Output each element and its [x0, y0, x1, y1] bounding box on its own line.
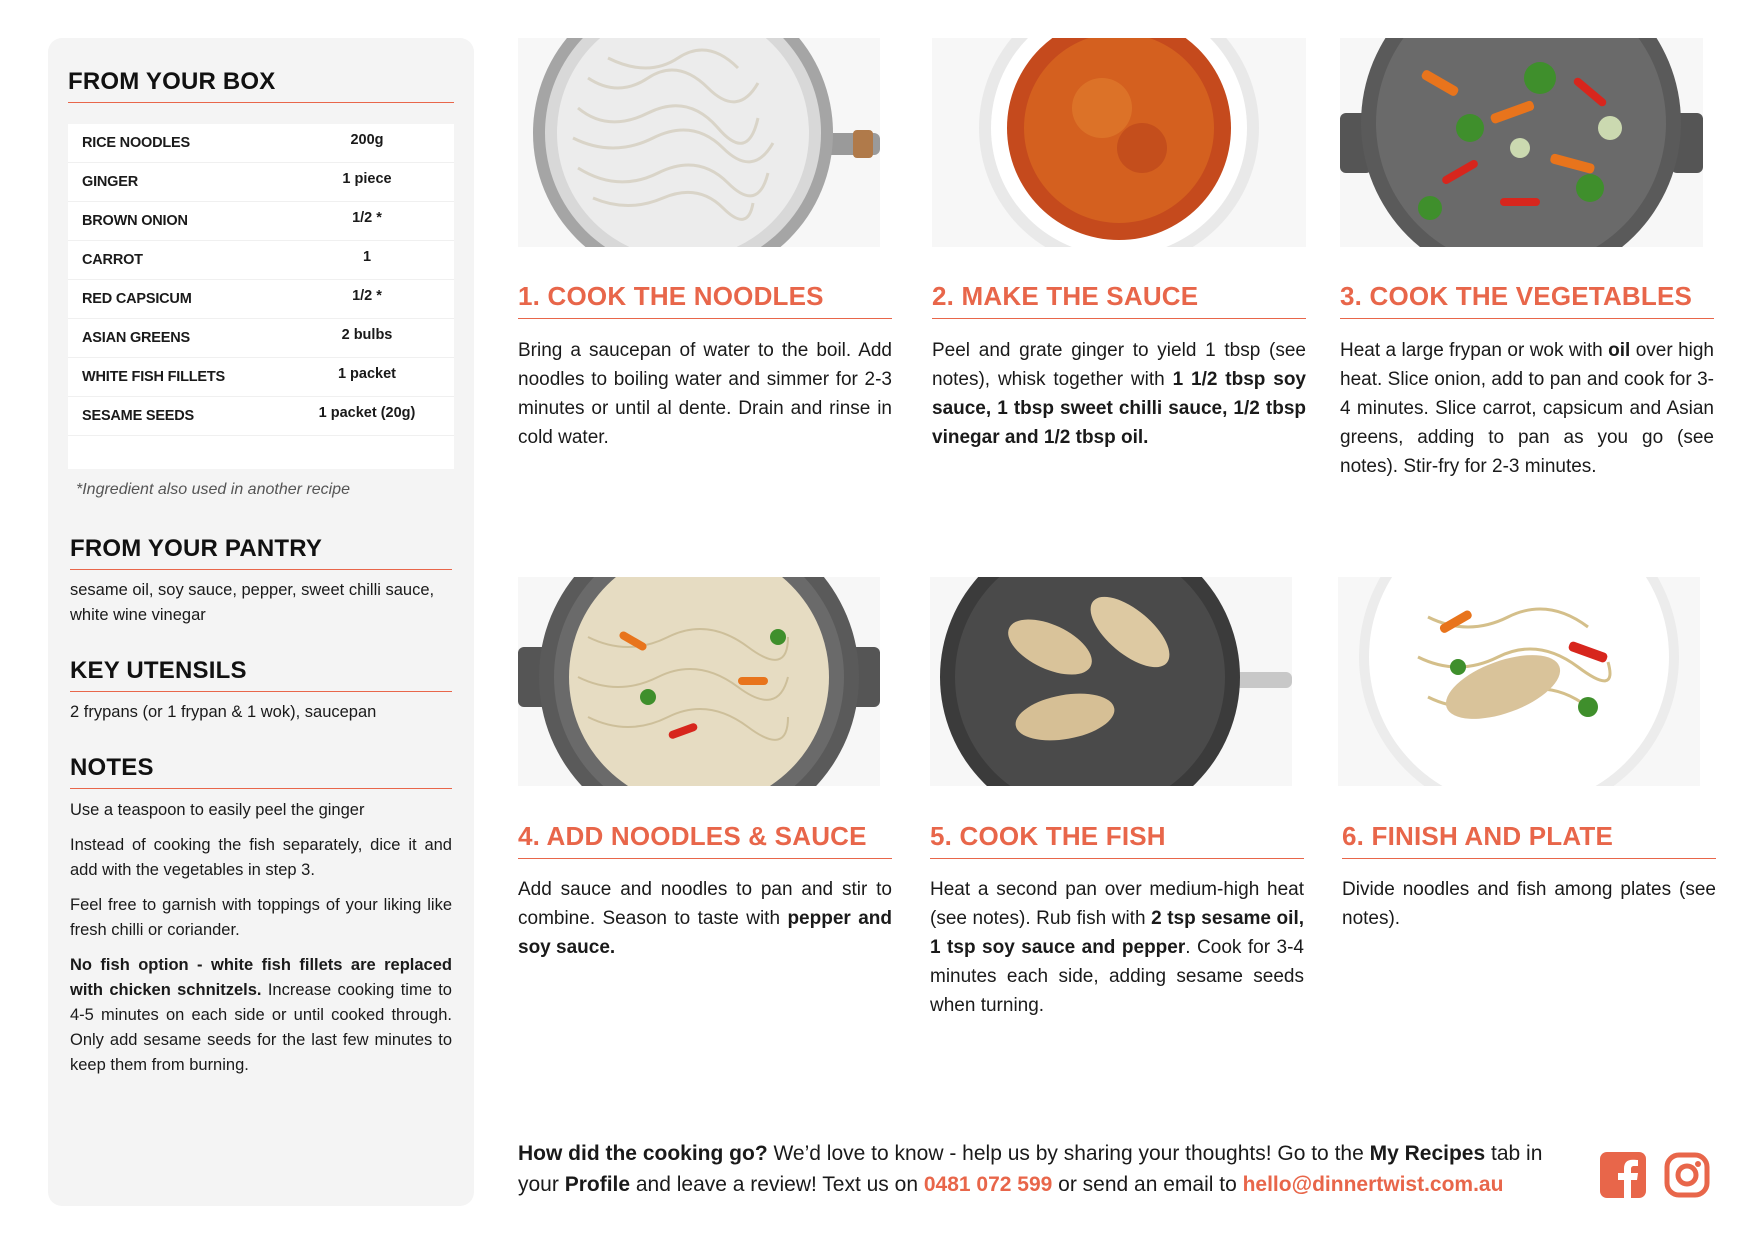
step-3-text: Heat a large frypan or wok with: [1340, 340, 1609, 361]
facebook-icon[interactable]: [1600, 1152, 1646, 1203]
ingredient-qty: 200g: [350, 132, 384, 148]
ingredient-qty: 1: [362, 249, 372, 265]
ingredient-row: [68, 280, 454, 319]
instagram-icon[interactable]: [1664, 1152, 1710, 1203]
ingredient-row: [68, 163, 454, 202]
notes-title: NOTES: [70, 754, 452, 789]
step-5-title: 5. COOK THE FISH: [930, 821, 1304, 859]
plated-dish-photo: [1338, 577, 1700, 786]
footer-text-2: tab in your: [518, 1142, 1543, 1196]
ingredient-qty: 1 piece: [342, 171, 392, 187]
ingredients-table: [68, 124, 454, 469]
note-4: [70, 953, 452, 1078]
sauce-bowl-photo: [932, 38, 1306, 247]
email-link[interactable]: hello@dinnertwist.com.au: [1242, 1173, 1504, 1196]
ingredient-name: BROWN ONION: [82, 213, 188, 229]
footer-text-4: or send an email to: [1052, 1173, 1243, 1196]
footer-text-3: and leave a review! Text us on: [630, 1173, 924, 1196]
pantry-title: FROM YOUR PANTRY: [70, 535, 452, 570]
utensils-title: KEY UTENSILS: [70, 657, 452, 692]
step-2-body: [932, 336, 1306, 452]
step-6-body: [1342, 875, 1716, 933]
ingredient-name: RED CAPSICUM: [82, 291, 192, 307]
ingredient-qty: 1/2 *: [352, 210, 382, 226]
profile-link[interactable]: Profile: [564, 1173, 631, 1196]
ingredient-name: RICE NOODLES: [82, 135, 190, 151]
ingredient-qty: 1/2 *: [352, 288, 382, 304]
ingredient-footnote: *Ingredient also used in another recipe: [76, 481, 350, 498]
phone-link[interactable]: 0481 072 599: [923, 1173, 1053, 1196]
step-6-text: Divide noodles and fish among plates (see notes).: [1342, 879, 1716, 929]
ingredient-name: CARROT: [82, 252, 143, 268]
ingredient-name: ASIAN GREENS: [82, 330, 190, 346]
step-1-title: 1. COOK THE NOODLES: [518, 281, 892, 319]
noodles-wok-photo: [518, 577, 880, 786]
step-2-text: Peel and grate ginger to yield 1 tbsp (see notes), whisk together with: [932, 340, 1306, 390]
step-3-body: [1340, 336, 1714, 481]
step-4-text: Add sauce and noodles to pan and stir to combine. Season to taste with: [518, 879, 892, 929]
step-6-title: 6. FINISH AND PLATE: [1342, 821, 1716, 859]
ingredient-row: [68, 241, 454, 280]
note-1: Use a teaspoon to easily peel the ginger: [70, 801, 365, 819]
ingredient-row: [68, 202, 454, 241]
footer-question: How did the cooking go?: [518, 1142, 768, 1165]
note-4-rest: Increase cooking time to 4-5 minutes on each side or until cooked through. Only add sesame seeds for the last few minutes to keep them from burning.: [70, 981, 452, 1074]
step-5-text-2: . Cook for 3-4 minutes each side, adding sesame seeds when turning.: [930, 937, 1305, 1016]
noodles-colander-photo: [518, 38, 880, 247]
step-1-text: Bring a saucepan of water to the boil. Add noodles to boiling water and simmer for 2-3 minutes or until al dente. Drain and rinse in cold water.: [518, 340, 892, 448]
ingredient-qty: 1 packet (20g): [318, 405, 416, 421]
from-box-title: FROM YOUR BOX: [68, 68, 454, 103]
step-3-bold: oil: [1608, 340, 1631, 361]
notes-body: [70, 798, 452, 1088]
note-3: Feel free to garnish with toppings of your liking like fresh chilli or coriander.: [70, 896, 452, 939]
step-3-title: 3. COOK THE VEGETABLES: [1340, 281, 1714, 319]
sidebar: [48, 38, 474, 1206]
footer-text-1: We’d love to know - help us by sharing your thoughts! Go to the: [767, 1142, 1370, 1165]
step-4-bold: pepper and soy sauce.: [518, 908, 892, 958]
step-2-bold: 1 1/2 tbsp soy sauce, 1 tbsp sweet chilli sauce, 1/2 tbsp vinegar and 1/2 tbsp oil.: [932, 369, 1307, 448]
vegetables-wok-photo: [1340, 38, 1703, 247]
ingredient-row: [68, 124, 454, 163]
ingredient-qty: 2 bulbs: [341, 327, 393, 343]
pantry-text: sesame oil, soy sauce, pepper, sweet chilli sauce, white wine vinegar: [70, 581, 435, 624]
ingredient-name: GINGER: [82, 174, 138, 190]
feedback-footer: [518, 1138, 1578, 1200]
step-4-title: 4. ADD NOODLES & SAUCE: [518, 821, 892, 859]
step-3-text-2: over high heat. Slice onion, add to pan and cook for 3-4 minutes. Slice carrot, capsicum and Asian greens, adding to pan as you go (see notes). Stir-fry for 2-3 minutes.: [1340, 340, 1714, 477]
utensils-text: 2 frypans (or 1 frypan & 1 wok), saucepan: [70, 703, 377, 721]
note-4-bold: No fish option - white fish fillets are replaced with chicken schnitzels.: [70, 956, 452, 999]
step-2-title: 2. MAKE THE SAUCE: [932, 281, 1306, 319]
ingredient-row: [68, 319, 454, 358]
step-4-body: [518, 875, 892, 962]
step-1-body: [518, 336, 892, 452]
ingredient-row: [68, 397, 454, 436]
my-recipes-link[interactable]: My Recipes: [1369, 1142, 1486, 1165]
step-5-text: Heat a second pan over medium-high heat (see notes). Rub fish with: [930, 879, 1304, 929]
step-5-body: [930, 875, 1304, 1020]
note-2: Instead of cooking the fish separately, dice it and add with the vegetables in step 3.: [70, 836, 452, 879]
step-5-bold: 2 tsp sesame oil, 1 tsp soy sauce and pepper: [930, 908, 1305, 958]
ingredient-qty: 1 packet: [337, 366, 397, 382]
ingredient-name: SESAME SEEDS: [82, 408, 195, 424]
ingredient-row: [68, 358, 454, 397]
ingredient-name: WHITE FISH FILLETS: [82, 369, 226, 385]
fish-pan-photo: [930, 577, 1292, 786]
